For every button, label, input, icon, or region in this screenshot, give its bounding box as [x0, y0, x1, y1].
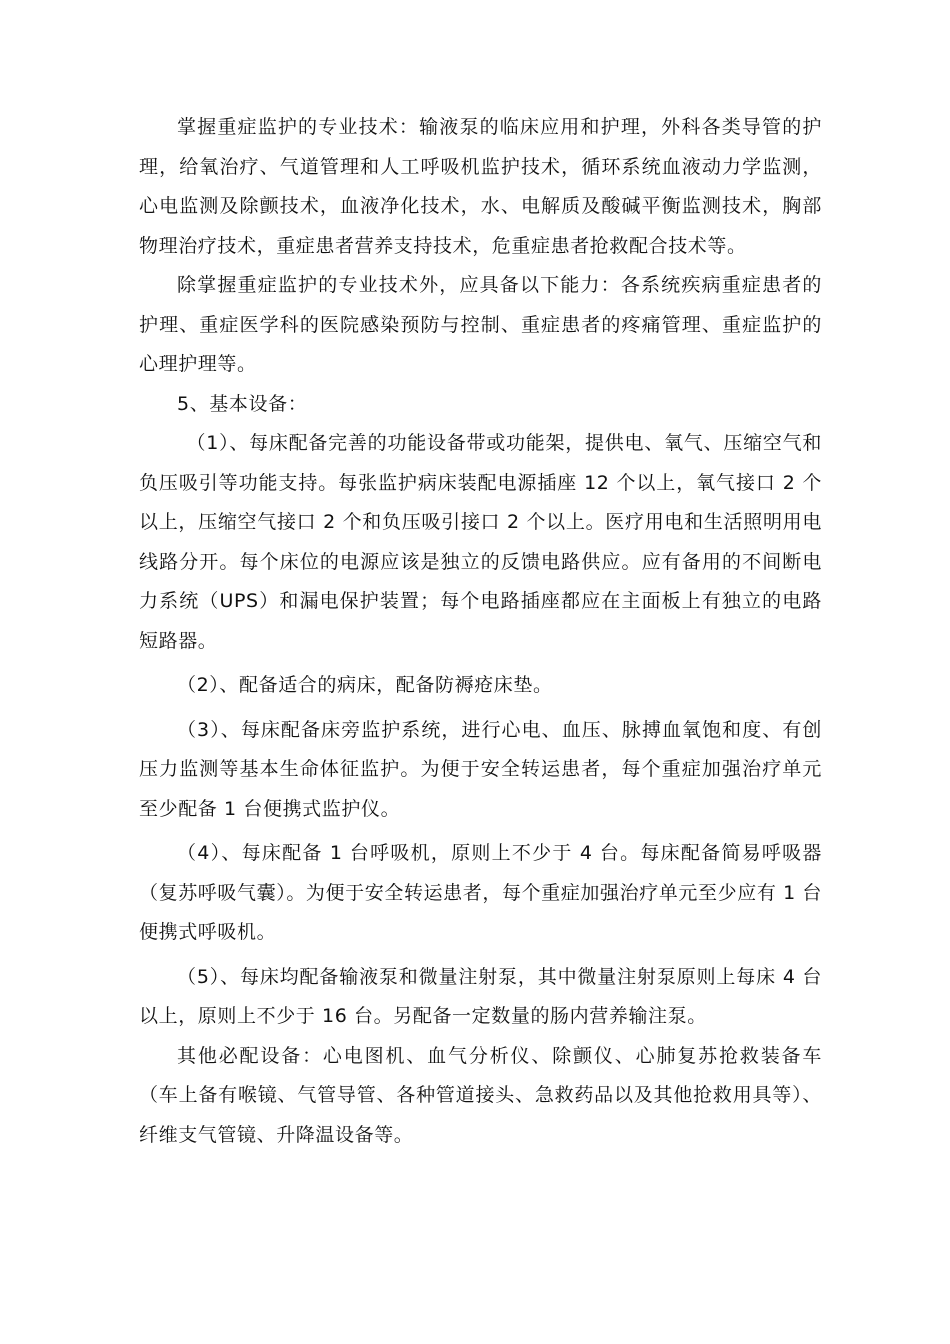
paragraph-other-equipment: 其他必配设备：心电图机、血气分析仪、除颤仪、心肺复苏抢救装备车（车上备有喉镜、气管导管、各种管道接头、急救药品以及其他抢救用具等）、纤维支气管镜、升降温设备等。: [139, 1044, 822, 1146]
paragraph-equipment-item-5: （5）、每床均配备输液泵和微量注射泵，其中微量注射泵原则上每床 4 台以上，原则上不少于 16 台。另配备一定数量的肠内营养输注泵。: [139, 965, 822, 1027]
paragraph-required-abilities: 除掌握重症监护的专业技术外，应具备以下能力：各系统疾病重症患者的护理、重症医学科的医院感染预防与控制、重症患者的疼痛管理、重症监护的心理护理等。: [139, 274, 822, 375]
section-heading-basic-equipment: 5、基本设备：: [177, 392, 308, 415]
paragraph-equipment-item-1: （1）、每床配备完善的功能设备带或功能架，提供电、氧气、压缩空气和负压吸引等功能支持。每张监护病床装配电源插座 12 个以上，氧气接口 2 个以上，压缩空气接口 2 个和负压吸引接口 2 个以上。医疗用电和生活照明用电线路分开。每个床位的电源应该是独立的反馈电路供应。应有备用的不间断电力系统（UPS）和漏电保护装置；每个电路插座都应在主面板上有独立的电路短路器。: [139, 432, 822, 652]
paragraph-nursing-skills: 掌握重症监护的专业技术：输液泵的临床应用和护理，外科各类导管的护理，给氧治疗、气道管理和人工呼吸机监护技术，循环系统血液动力学监测，心电监测及除颤技术，血液净化技术，水、电解质及酸碱平衡监测技术，胸部物理治疗技术，重症患者营养支持技术，危重症患者抢救配合技术等。: [139, 116, 822, 257]
paragraph-equipment-item-4: （4）、每床配备 1 台呼吸机，原则上不少于 4 台。每床配备简易呼吸器（复苏呼吸气囊）。为便于安全转运患者，每个重症加强治疗单元至少应有 1 台便携式呼吸机。: [139, 842, 822, 943]
paragraph-equipment-item-3: （3）、每床配备床旁监护系统，进行心电、血压、脉搏血氧饱和度、有创压力监测等基本生命体征监护。为便于安全转运患者，每个重症加强治疗单元至少配备 1 台便携式监护仪。: [139, 718, 822, 820]
paragraph-equipment-item-2: （2）、配备适合的病床，配备防褥疮床垫。: [177, 674, 553, 696]
